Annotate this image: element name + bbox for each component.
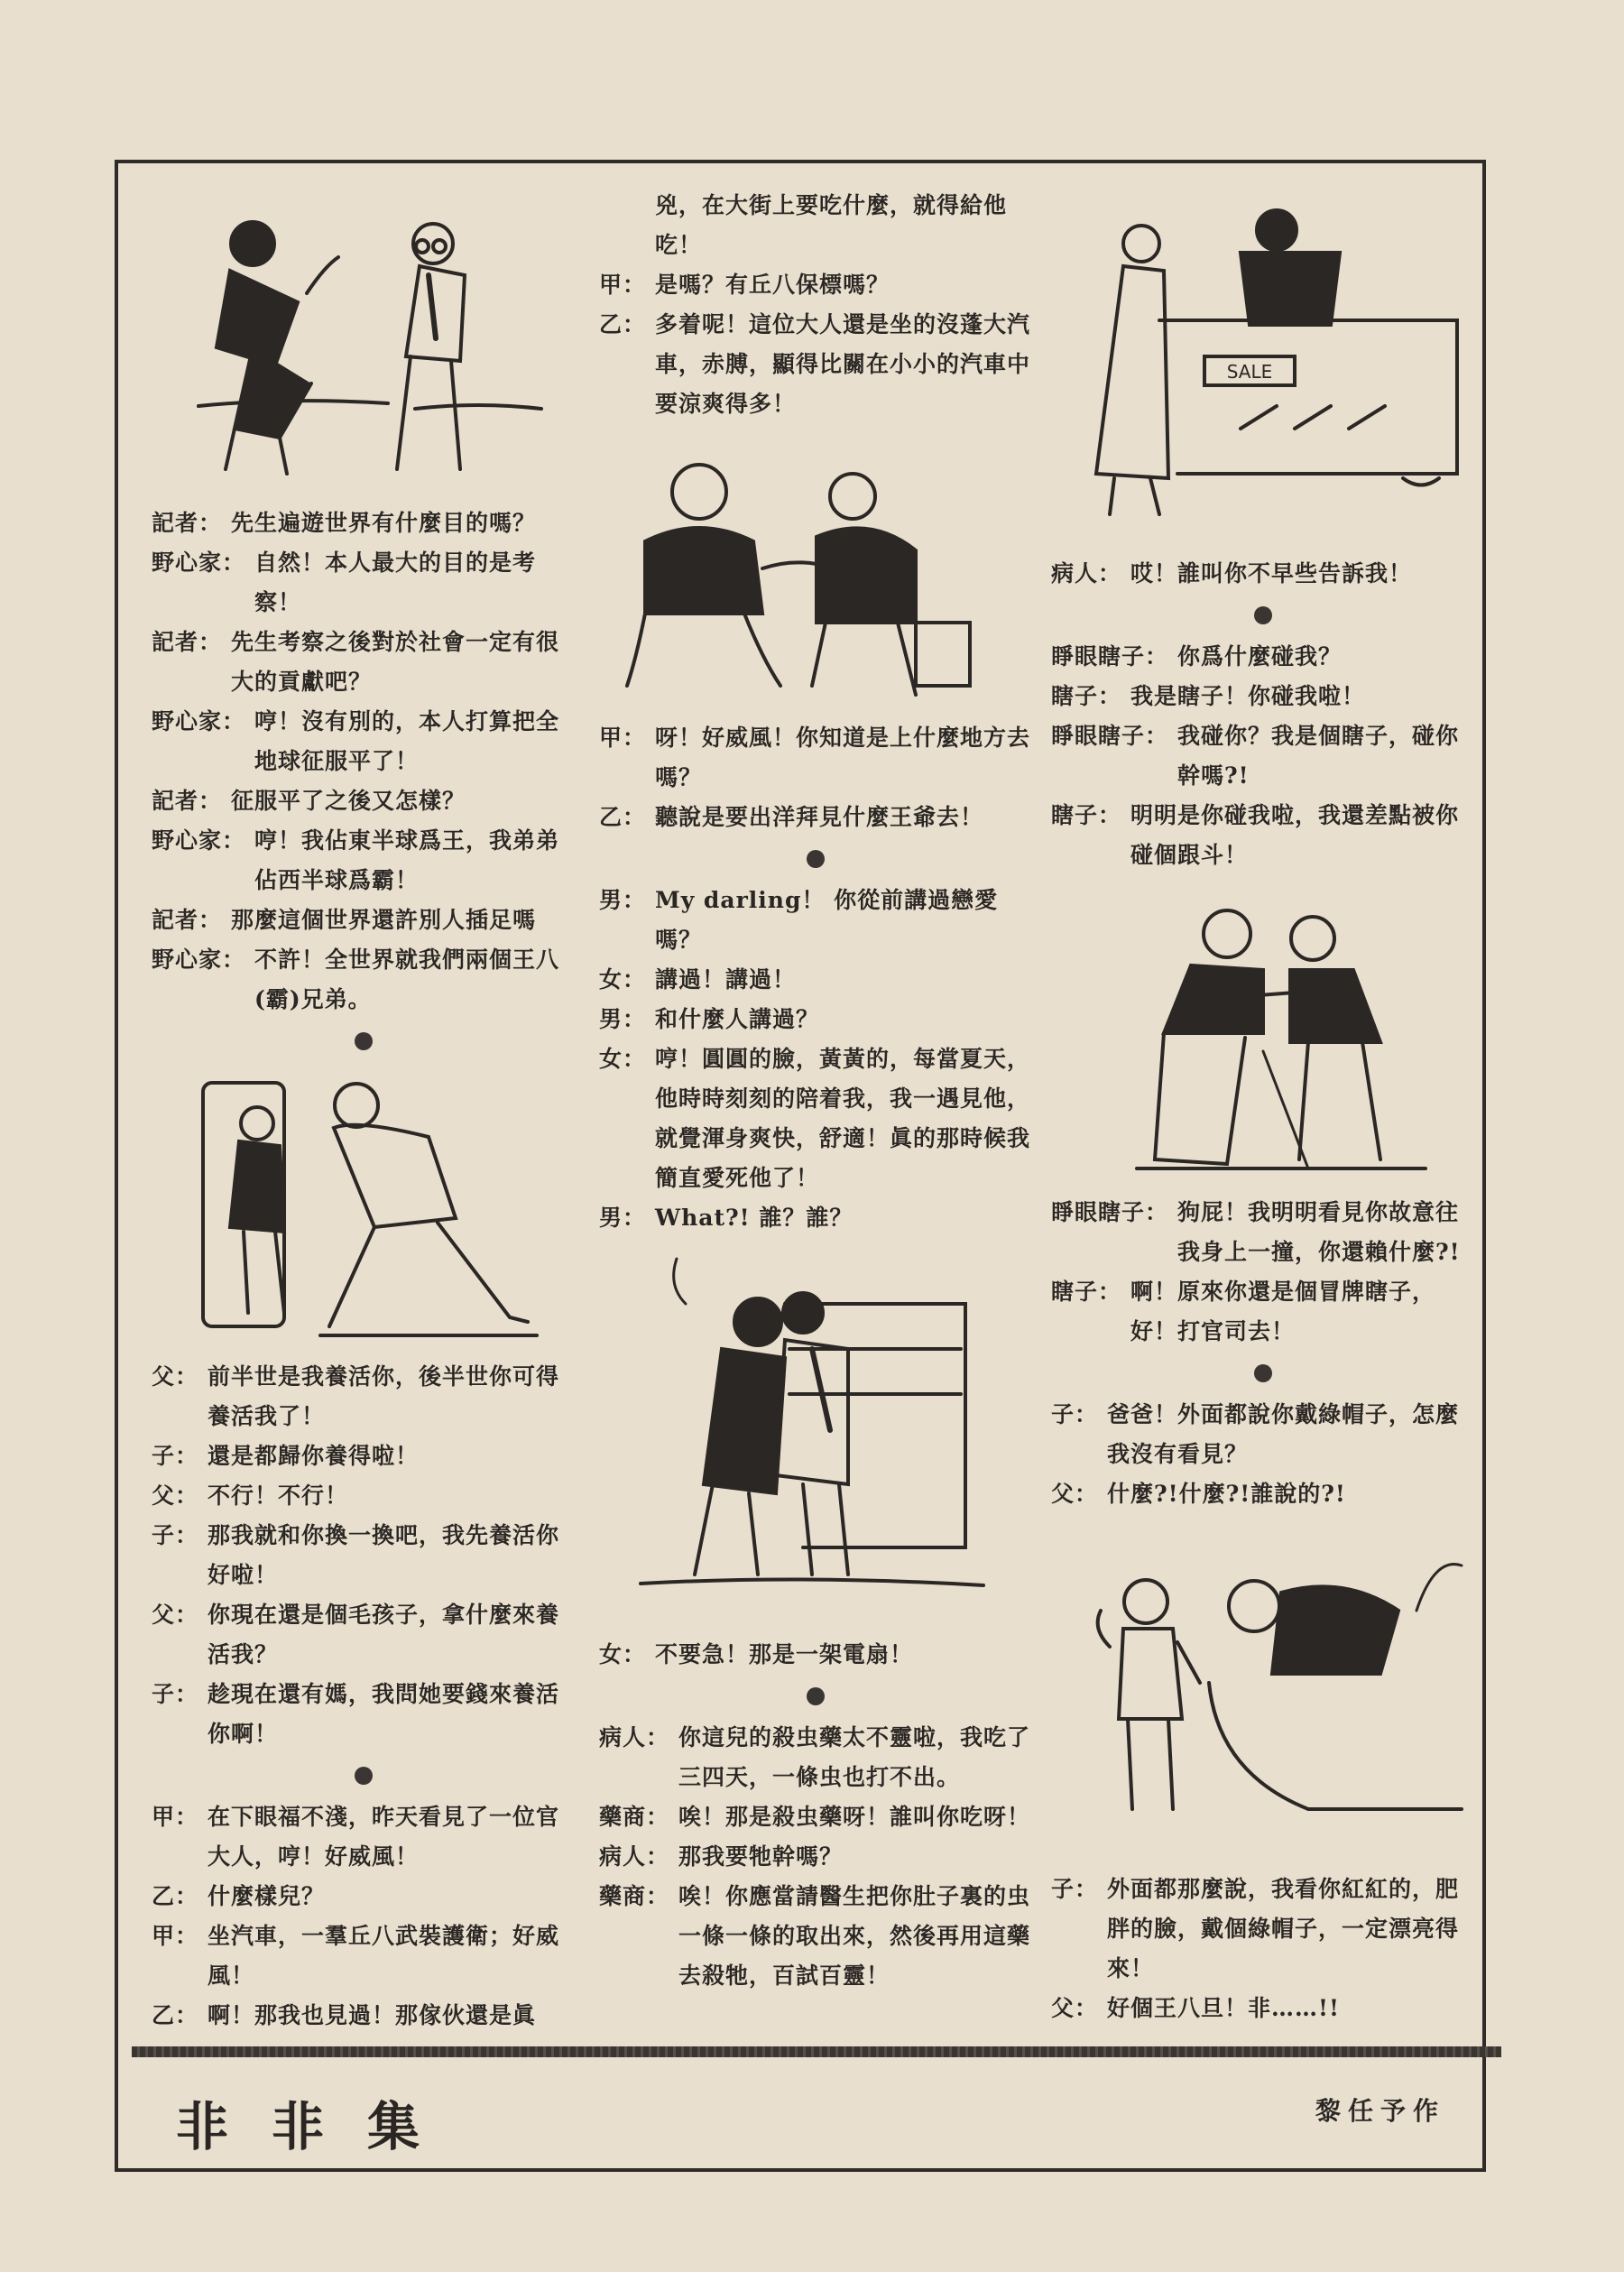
cartoon-boy-and-father bbox=[1074, 1538, 1471, 1845]
cartoon-pharmacy-counter bbox=[1060, 203, 1466, 537]
dialogue-line bbox=[152, 821, 576, 900]
speech-text: 好個王八旦！非……!! bbox=[1107, 1995, 1340, 2021]
dialogue-line bbox=[599, 1718, 1032, 1797]
speaker-label: 記者： bbox=[152, 629, 223, 655]
dialogue-line bbox=[152, 1436, 576, 1476]
speech-text: 外面都那麼說，我看你紅紅的，肥胖的臉，戴個綠帽子，一定漂亮得來！ bbox=[1107, 1876, 1460, 1981]
cartoon-drawing bbox=[1060, 203, 1466, 537]
speaker-label: 男： bbox=[599, 1205, 647, 1231]
dialogue-line bbox=[152, 1476, 576, 1516]
speech-text: My darling！ 你從前講過戀愛嗎？ bbox=[655, 887, 999, 953]
dialogue-line bbox=[152, 900, 576, 940]
speech-text: 明明是你碰我啦，我還差點被你碰個跟斗！ bbox=[1130, 802, 1460, 868]
speech-text: 啊！原來你還是個冒牌瞎子，好！打官司去！ bbox=[1130, 1279, 1436, 1344]
speaker-label: 記者： bbox=[152, 907, 223, 933]
dialogue-line bbox=[152, 1595, 576, 1675]
dialogue-official-continued bbox=[599, 186, 1032, 424]
dialogue-line bbox=[599, 1877, 1032, 1996]
dialogue-line bbox=[1051, 1989, 1475, 2028]
speech-text: 哼！沒有別的，本人打算把全地球征服平了！ bbox=[254, 708, 560, 774]
speaker-label: 瞎子： bbox=[1051, 683, 1122, 709]
dialogue-line bbox=[1051, 796, 1475, 875]
speaker-label: 藥商： bbox=[599, 1804, 670, 1830]
speech-text: 唉！你應當請醫生把你肚子裏的虫一條一條的取出來，然後再用這藥去殺牠，百試百靈！ bbox=[678, 1883, 1031, 1989]
dialogue-line bbox=[599, 718, 1032, 798]
speech-text: 唉！那是殺虫藥呀！誰叫你吃呀！ bbox=[678, 1804, 1031, 1830]
dialogue-line bbox=[1051, 677, 1475, 716]
dialogue-line bbox=[599, 186, 1032, 265]
dialogue-line bbox=[152, 1357, 576, 1436]
speaker-label: 乙： bbox=[599, 804, 647, 830]
dialogue-line bbox=[1051, 1395, 1475, 1474]
speaker-label: 瞎子： bbox=[1051, 802, 1122, 828]
separator-dot bbox=[1051, 1352, 1475, 1395]
dialogue-line bbox=[599, 1000, 1032, 1039]
speech-text: 爸爸！外面都說你戴綠帽子，怎麼我沒有看見？ bbox=[1107, 1401, 1460, 1467]
dialogue-line bbox=[1051, 1272, 1475, 1352]
dialogue-line bbox=[599, 305, 1032, 424]
speech-text: What?! 誰？誰？ bbox=[655, 1205, 854, 1231]
speech-text: 先生遍遊世界有什麼目的嗎？ bbox=[231, 510, 537, 536]
speaker-label: 女： bbox=[599, 1641, 647, 1667]
speech-text: 多着呢！這位大人還是坐的沒蓬大汽車，赤膊，顯得比關在小小的汽車中要涼爽得多！ bbox=[655, 311, 1031, 417]
dialogue-blind-men-and-green-hat bbox=[1051, 1193, 1475, 1514]
speech-text: 哼！我佔東半球爲王，我弟弟佔西半球爲霸！ bbox=[254, 827, 560, 893]
separator-dot bbox=[1051, 594, 1475, 637]
speaker-label: 乙： bbox=[152, 1883, 199, 1909]
sale-sign-text: SALE bbox=[1226, 361, 1273, 383]
speaker-label: 病人： bbox=[599, 1843, 670, 1870]
speech-text: 你現在還是個毛孩子，拿什麼來養活我？ bbox=[208, 1602, 560, 1667]
speech-text: 前半世是我養活你，後半世你可得養活我了！ bbox=[208, 1363, 560, 1429]
speech-text: 那麼這個世界還許別人插足嗎 bbox=[231, 907, 537, 933]
speech-text: 哎！誰叫你不早些告訴我！ bbox=[1130, 560, 1413, 586]
speaker-label: 子： bbox=[1051, 1401, 1099, 1427]
speech-text: 不要急！那是一架電扇！ bbox=[655, 1641, 914, 1667]
speech-text: 聽說是要出洋拜見什麼王爺去！ bbox=[655, 804, 984, 830]
cartoon-drawing bbox=[1074, 1538, 1471, 1845]
speaker-label: 藥商： bbox=[599, 1883, 670, 1909]
separator-dot bbox=[152, 1754, 576, 1797]
dialogue-line bbox=[599, 798, 1032, 837]
speaker-label: 瞎子： bbox=[1051, 1279, 1122, 1305]
dialogue-line bbox=[152, 1996, 576, 2036]
speech-text: 你爲什麼碰我？ bbox=[1177, 643, 1343, 670]
dialogue-electric-fan-and-medicine bbox=[599, 1635, 1032, 1996]
dialogue-line bbox=[152, 702, 576, 781]
cartoon-drawing bbox=[180, 203, 559, 483]
speech-text: 還是都歸你養得啦！ bbox=[208, 1443, 420, 1469]
dialogue-line bbox=[152, 1516, 576, 1595]
dialogue-line bbox=[599, 881, 1032, 960]
author-credit: 黎任予作 bbox=[1315, 2096, 1446, 2126]
speaker-label: 病人： bbox=[599, 1724, 670, 1750]
speech-text: 哼！圓圓的臉，黃黃的，每當夏天，他時時刻刻的陪着我，我一遇見他，就覺渾身爽快，舒適！眞的那時候我簡直愛死他了！ bbox=[655, 1046, 1031, 1191]
speech-text: 先生考察之後對於社會一定有很大的貢獻吧？ bbox=[231, 629, 560, 695]
dialogue-line bbox=[152, 781, 576, 821]
speaker-label: 甲： bbox=[152, 1804, 199, 1830]
speaker-label: 記者： bbox=[152, 510, 223, 536]
dialogue-line bbox=[599, 1635, 1032, 1675]
speaker-label: 子： bbox=[152, 1522, 199, 1548]
speech-text: 你這兒的殺虫藥太不靈啦，我吃了三四天，一條虫也打不出。 bbox=[678, 1724, 1031, 1790]
dialogue-line bbox=[599, 1198, 1032, 1238]
speech-text: 是嗎？有丘八保標嗎？ bbox=[655, 272, 890, 298]
speaker-label: 野心家： bbox=[152, 550, 246, 576]
speaker-label: 睜眼瞎子： bbox=[1051, 723, 1169, 749]
dialogue-line bbox=[1051, 1193, 1475, 1272]
speaker-label: 子： bbox=[152, 1443, 199, 1469]
cartoon-father-and-son-chair bbox=[194, 1065, 555, 1344]
cartoon-two-blind-men bbox=[1128, 898, 1435, 1178]
speaker-label: 甲： bbox=[152, 1923, 199, 1949]
dialogue-father-son bbox=[152, 1357, 576, 2036]
dialogue-line bbox=[152, 1797, 576, 1877]
separator-dot bbox=[599, 1675, 1032, 1718]
speaker-label: 野心家： bbox=[152, 708, 246, 734]
speech-text: 什麼樣兒？ bbox=[208, 1883, 326, 1909]
speech-text: 狗屁！我明明看見你故意往我身上一撞，你還賴什麼?! bbox=[1177, 1199, 1461, 1265]
speaker-label: 父： bbox=[152, 1363, 199, 1390]
cartoon-drawing bbox=[623, 1250, 1001, 1602]
speaker-label: 男： bbox=[599, 1006, 647, 1032]
speech-text: 那我要牠幹嗎？ bbox=[678, 1843, 844, 1870]
speech-text: 在下眼福不淺，昨天看見了一位官大人，哼！好威風！ bbox=[208, 1804, 560, 1870]
speech-text: 不行！不行！ bbox=[208, 1482, 349, 1509]
speech-text: 什麼?!什麼?!誰說的?! bbox=[1107, 1481, 1346, 1507]
dialogue-line bbox=[152, 503, 576, 543]
dialogue-line bbox=[599, 1837, 1032, 1877]
dialogue-line bbox=[1051, 637, 1475, 677]
dialogue-line bbox=[152, 1877, 576, 1916]
speaker-label: 野心家： bbox=[152, 947, 246, 973]
cartoon-drawing bbox=[194, 1065, 555, 1344]
speech-text: 講過！講過！ bbox=[655, 966, 797, 993]
dialogue-ambition bbox=[152, 503, 576, 1063]
speaker-label: 子： bbox=[152, 1681, 199, 1707]
speaker-label: 男： bbox=[599, 887, 647, 913]
speaker-label: 病人： bbox=[1051, 560, 1122, 586]
dialogue-line bbox=[152, 1675, 576, 1754]
cartoon-drawing bbox=[609, 451, 988, 704]
speech-text: 呀！好威風！你知道是上什麼地方去嗎？ bbox=[655, 725, 1031, 790]
dialogue-line bbox=[152, 543, 576, 623]
speaker-label: 睜眼瞎子： bbox=[1051, 643, 1169, 670]
speech-text: 趁現在還有媽，我問她要錢來養活你啊！ bbox=[208, 1681, 560, 1747]
dialogue-line bbox=[1051, 1870, 1475, 1989]
speaker-label: 野心家： bbox=[152, 827, 246, 854]
speaker-label: 記者： bbox=[152, 788, 223, 814]
speaker-label: 女： bbox=[599, 966, 647, 993]
cartoon-drawing bbox=[1128, 898, 1435, 1178]
speech-text: 啊！那我也見過！那傢伙還是眞 bbox=[208, 2002, 537, 2028]
dialogue-line bbox=[152, 623, 576, 702]
speech-text: 我碰你？我是個瞎子，碰你幹嗎?! bbox=[1177, 723, 1460, 789]
speech-text: 我是瞎子！你碰我啦！ bbox=[1130, 683, 1366, 709]
cartoon-couple-on-bench bbox=[623, 1250, 1001, 1602]
speech-text: 不許！全世界就我們兩個王八(霸)兄弟。 bbox=[254, 947, 560, 1012]
dialogue-patient-regret bbox=[1051, 554, 1475, 875]
speaker-label: 乙： bbox=[152, 2002, 199, 2028]
dialogue-official-end-and-romance bbox=[599, 718, 1032, 1238]
speech-text: 征服平了之後又怎樣？ bbox=[231, 788, 466, 814]
speech-text: 那我就和你換一換吧，我先養活你好啦！ bbox=[208, 1522, 560, 1588]
dialogue-line bbox=[152, 1916, 576, 1996]
speaker-label: 子： bbox=[1051, 1876, 1099, 1902]
dialogue-line bbox=[1051, 554, 1475, 594]
speaker-label: 乙： bbox=[599, 311, 647, 337]
speaker-label: 父： bbox=[1051, 1481, 1099, 1507]
speech-text: 坐汽車，一羣丘八武裝護衛；好威風！ bbox=[208, 1923, 560, 1989]
cartoon-two-men-seated bbox=[609, 451, 988, 704]
dialogue-line bbox=[599, 265, 1032, 305]
speaker-label: 睜眼瞎子： bbox=[1051, 1199, 1169, 1225]
speaker-label: 父： bbox=[152, 1602, 199, 1628]
separator-dot bbox=[152, 1020, 576, 1063]
footer-divider bbox=[132, 2046, 1501, 2057]
dialogue-line bbox=[1051, 716, 1475, 796]
speaker-label: 甲： bbox=[599, 272, 647, 298]
dialogue-line bbox=[152, 940, 576, 1020]
dialogue-line bbox=[599, 1039, 1032, 1198]
speech-text: 兇，在大街上要吃什麼，就得給他吃！ bbox=[655, 192, 1008, 258]
dialogue-line bbox=[1051, 1474, 1475, 1514]
dialogue-green-hat-ending bbox=[1051, 1870, 1475, 2028]
speaker-label: 甲： bbox=[599, 725, 647, 751]
dialogue-line bbox=[599, 1797, 1032, 1837]
separator-dot bbox=[599, 837, 1032, 881]
speaker-label: 女： bbox=[599, 1046, 647, 1072]
section-title: 非非集 bbox=[176, 2096, 464, 2157]
speech-text: 自然！本人最大的目的是考察！ bbox=[254, 550, 537, 615]
speech-text: 和什麼人講過？ bbox=[655, 1006, 820, 1032]
dialogue-line bbox=[599, 960, 1032, 1000]
speaker-label: 父： bbox=[1051, 1995, 1099, 2021]
speaker-label: 父： bbox=[152, 1482, 199, 1509]
cartoon-reporter-and-ambitious-man bbox=[180, 203, 559, 483]
